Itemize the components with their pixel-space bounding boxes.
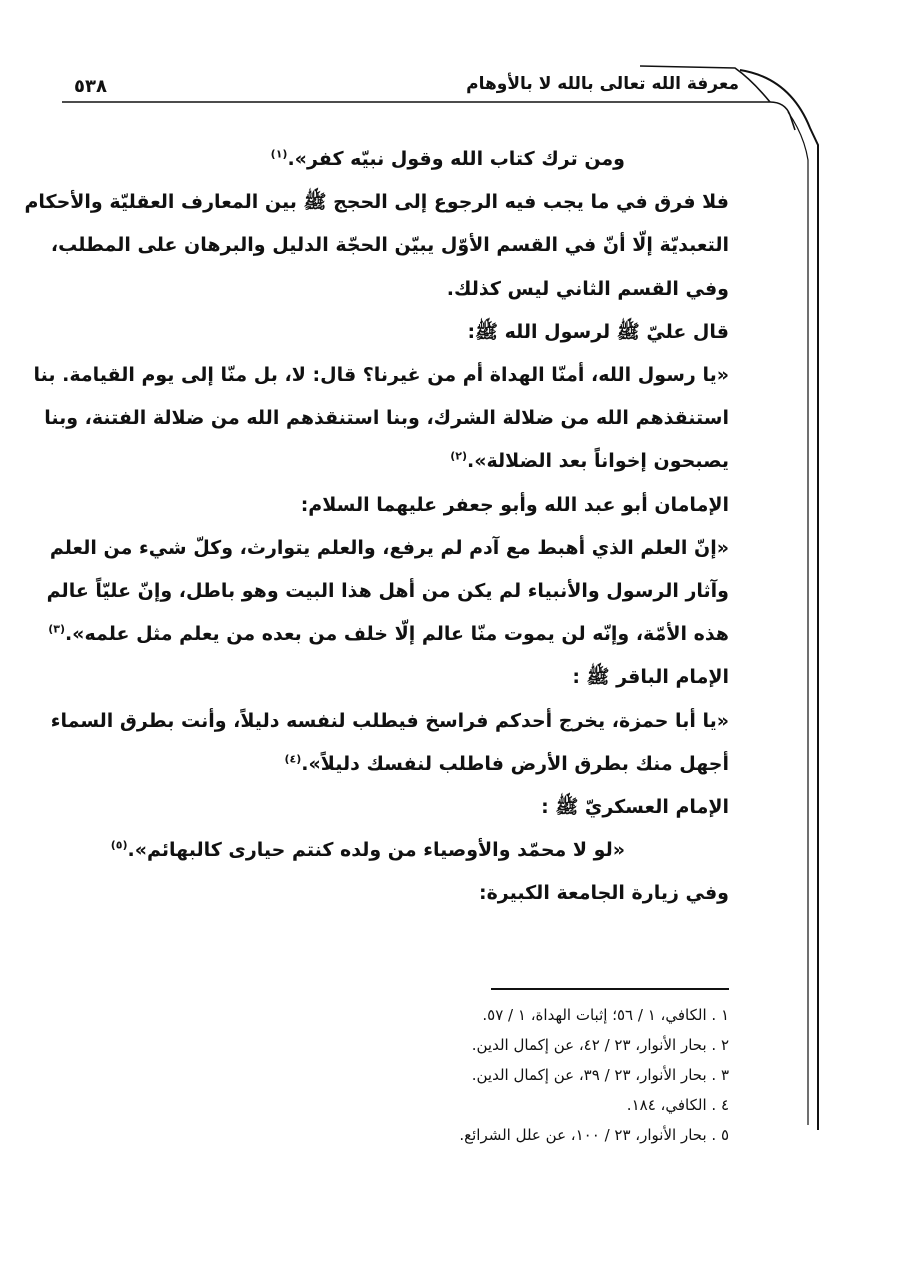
quote-line: «إنّ العلم الذي أهبط مع آدم لم يرفع، والعلم يتوارث، وكلّ شيء من العلم <box>49 536 729 559</box>
main-text <box>24 138 729 916</box>
quote-line: وآثار الرسول والأنبياء لم يكن من أهل هذا البيت وهو باطل، وإنّ عليّاً عالم <box>46 580 729 603</box>
footnote-ref[interactable]: (٣) <box>48 622 65 636</box>
footnote-item: ٤ . الكافي، ١٨٤. <box>626 1096 729 1114</box>
footnote-ref[interactable]: (٢) <box>450 450 468 464</box>
quote-line: «يا رسول الله، أمنّا الهداة أم من غيرنا؟ قال: لا، بل منّا إلى يوم القيامة. بنا <box>33 364 729 387</box>
footnote-item: ٢ . بحار الأنوار، ٢٣ / ٤٢، عن إكمال الدين. <box>471 1036 729 1054</box>
quote-line: استنقذهم الله من ضلالة الشرك، وبنا استنقذهم الله من ضلالة الفتنة، وبنا <box>44 407 729 430</box>
quote-line: «يا أبا حمزة، يخرج أحدكم فراسخ فيطلب لنفسه دليلاً، وأنت بطرق السماء <box>50 709 729 732</box>
quote-line: يصبحون إخواناً بعد الضلالة».$^{(٢)}$ <box>450 450 729 473</box>
section-heading: الإمامان أبو عبد الله وأبو جعفر عليهما السلام: <box>300 493 729 516</box>
footnote-item: ٥ . بحار الأنوار، ٢٣ / ١٠٠، عن علل الشرائع. <box>459 1126 729 1144</box>
footnote-ref[interactable]: (١) <box>270 147 288 161</box>
page-number: ٥٣٨ <box>74 76 107 97</box>
quote-line: هذه الأمّة، وإنّه لن يموت منّا عالم إلّا خلف من بعده من يعلم مثل علمه».$^{(٣)}$ <box>48 622 729 646</box>
footnote-divider <box>491 988 729 990</box>
footnote-item: ٣ . بحار الأنوار، ٢٣ / ٣٩، عن إكمال الدين. <box>471 1066 729 1084</box>
footnote-ref[interactable]: (٤) <box>284 752 302 766</box>
paragraph-line: فلا فرق في ما يجب فيه الرجوع إلى الحجج ﷺ بين المعارف العقليّة والأحكام <box>24 191 729 214</box>
footnotes-list <box>249 1000 729 1150</box>
running-header-title: معرفة الله تعالى بالله لا بالأوهام <box>466 74 739 94</box>
section-heading: وفي زيارة الجامعة الكبيرة: <box>478 882 729 905</box>
footnote-item: ١ . الكافي، ١ / ٥٦؛ إثبات الهداة، ١ / ٥٧. <box>482 1006 729 1024</box>
paragraph-line: التعبديّة إلّا أنّ في القسم الأوّل يبيّن الحجّة الدليل والبرهان على المطلب، <box>50 234 729 257</box>
paragraph-line: ومن ترك كتاب الله وقول نبيّه كفر».$^{(١)}$ <box>270 147 625 170</box>
footnote-ref[interactable]: (٥) <box>110 838 128 852</box>
section-heading: الإمام العسكريّ ﷺ : <box>541 796 729 819</box>
section-heading: الإمام الباقر ﷺ : <box>572 666 729 689</box>
quote-line: «لو لا محمّد والأوصياء من ولده كنتم حيارى كالبهائم».$^{(٥)}$ <box>110 838 625 862</box>
section-heading: قال عليّ ﷺ لرسول الله ﷺ: <box>467 320 729 343</box>
paragraph-line: وفي القسم الثاني ليس كذلك. <box>446 277 729 300</box>
quote-line: أجهل منك بطرق الأرض فاطلب لنفسك دليلاً».$^{(٤)}$ <box>284 752 729 775</box>
